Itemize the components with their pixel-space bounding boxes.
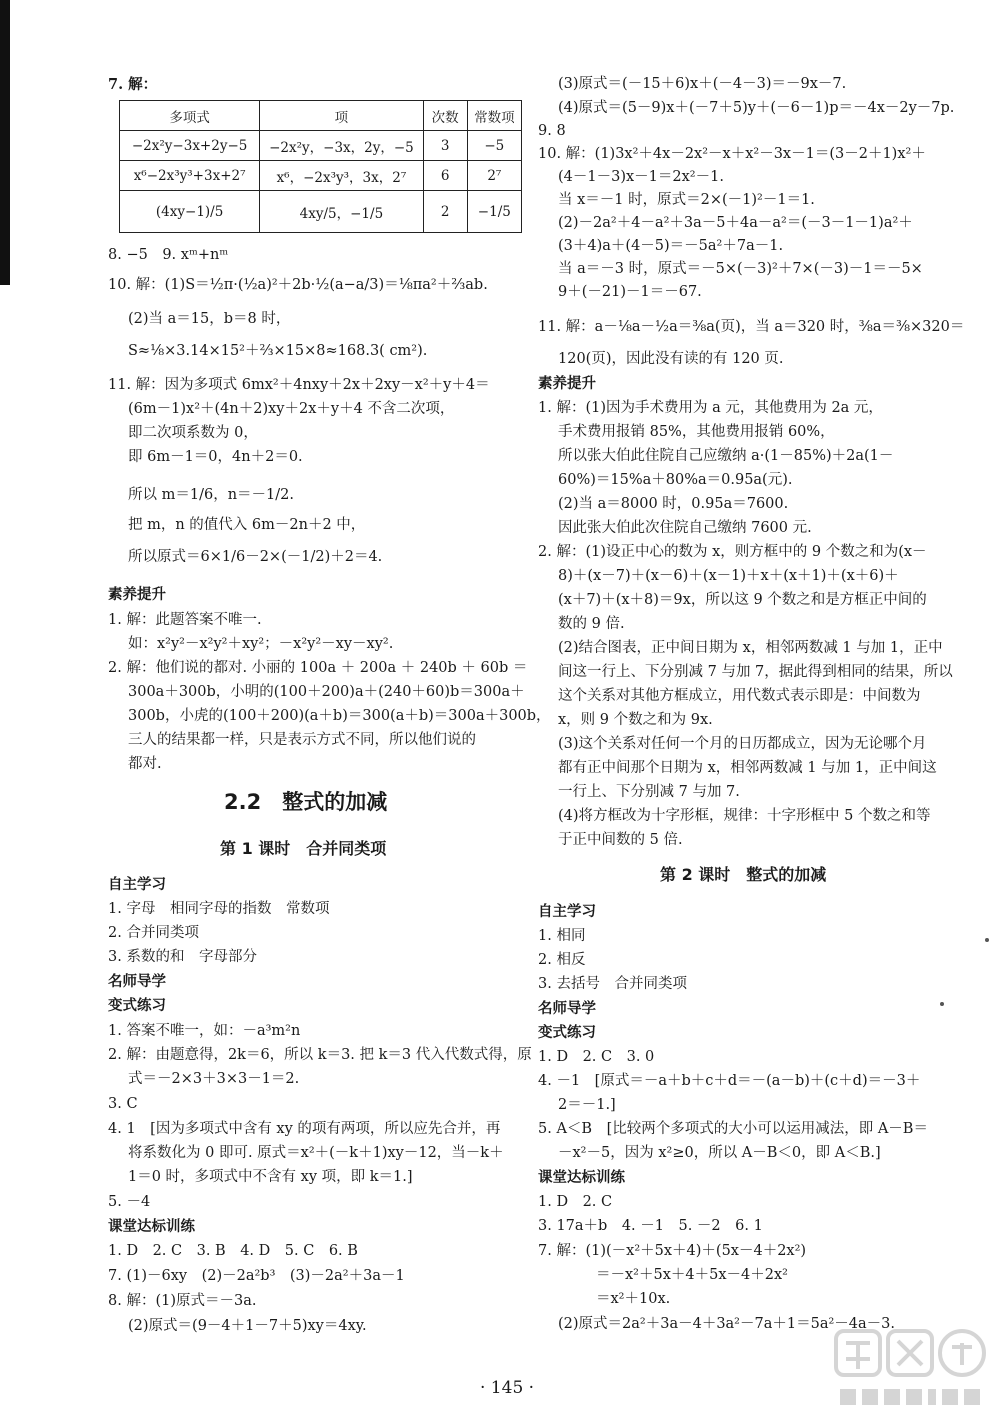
table-cell: 2	[423, 191, 467, 233]
answer-line: 1. 相同	[538, 928, 586, 944]
answer-line: 300a＋300b，小明的(100＋200)a＋(240＋60)b＝300a＋	[128, 684, 525, 700]
answer-line: (2)结合图表，正中间日期为 x，相邻两数减 1 与加 1，正中	[558, 640, 943, 656]
answer-line: 1. 字母 相同字母的指数 常数项	[108, 901, 330, 917]
table-cell: −2x²y−3x+2y−5	[120, 131, 260, 161]
answer-line: 5. －4	[108, 1194, 151, 1210]
answer-line: 式＝－2×3＋3×3－1＝2.	[128, 1071, 300, 1087]
section-heading: 课堂达标训练	[108, 1219, 195, 1235]
answer-line: 11. 解：因为多项式 6mx²＋4nxy＋2x＋2xy－x²＋y＋4＝	[108, 377, 490, 393]
answer-line: 所以 m＝1/6，n＝－1/2.	[128, 487, 294, 503]
answer-line: 7. (1)－6xy (2)－2a²b³ (3)－2a²＋3a－1	[108, 1268, 405, 1284]
answer-line: 1＝0 时，多项式中不含有 xy 项，即 k＝1.]	[128, 1169, 413, 1185]
answer-line: 把 m，n 的值代入 6m－2n＋2 中，	[128, 517, 366, 533]
chapter-title: 2.2 整式的加减	[224, 790, 388, 814]
table-header: 次数	[423, 101, 467, 131]
answer-line: 120(页)，因此没有读的有 120 页.	[558, 351, 784, 367]
answer-line: x，则 9 个数之和为 9x.	[558, 712, 713, 728]
answer-line: 即二次项系数为 0，	[128, 425, 258, 441]
answer-line: 5. A＜B [比较两个多项式的大小可以运用减法，即 A－B＝	[538, 1121, 928, 1137]
answer-line: 60%)＝15%a＋80%a＝0.95a(元).	[558, 472, 793, 488]
answer-line: (2)当 a＝15，b＝8 时，	[128, 311, 291, 327]
answer-line: 2. 解：他们说的都对. 小丽的 100a ＋ 200a ＋ 240b ＋ 60b ＝	[108, 660, 528, 676]
table-header: 项	[260, 101, 423, 131]
answer-line: 这个关系对其他方框成立，用代数式表示即是：中间数为	[558, 688, 921, 704]
answer-line: 9＋(－21)－1＝－67.	[558, 284, 702, 300]
answer-line: 所以张大伯此住院自己应缴纳 a·(1－85%)＋2a(1－	[558, 448, 894, 464]
answer-line: 7. 解：(1)(－x²＋5x＋4)＋(5x－4＋2x²)	[538, 1243, 807, 1259]
table-cell: −1/5	[467, 191, 521, 233]
q7-label: 7. 解：	[108, 76, 158, 93]
polynomial-table	[119, 100, 522, 233]
subsection-heading: 变式练习	[108, 998, 166, 1014]
answer-line: 10. 解：(1)3x²＋4x－2x²－x＋x²－3x－1＝(3－2＋1)x²＋	[538, 146, 926, 162]
answer-line: 都对.	[128, 756, 162, 772]
table-cell: x⁶−2x³y³+3x+2⁷	[120, 161, 260, 191]
table-cell: 2⁷	[467, 161, 521, 191]
answer-line: 当 x＝－1 时，原式＝2×(－1)²－1＝1.	[558, 192, 815, 208]
answer-line: (2)原式＝(9－4＋1－7＋5)xy＝4xy.	[128, 1318, 367, 1334]
table-row	[120, 131, 522, 161]
answer-line: 1. 解：此题答案不唯一.	[108, 612, 262, 628]
answer-line: 4. 1 [因为多项式中含有 xy 的项有两项，所以应先合并，再	[108, 1121, 501, 1137]
table-cell: (4xy−1)/5	[120, 191, 260, 233]
answer-line: (4－1－3)x－1＝2x²－1.	[558, 169, 724, 185]
answer-line: 1. D 2. C	[538, 1194, 613, 1210]
answer-line: 9. 8	[538, 123, 566, 139]
table-cell: x⁶，−2x³y³，3x，2⁷	[260, 161, 423, 191]
answer-line: ＝－x²＋5x＋4＋5x－4＋2x²	[596, 1267, 788, 1283]
answer-line: 所以原式＝6×1/6－2×(－1/2)＋2＝4.	[128, 549, 383, 565]
table-header: 多项式	[120, 101, 260, 131]
answer-line: 当 a＝－3 时，原式＝－5×(－3)²＋7×(－3)－1＝－5×	[558, 261, 923, 277]
section-heading: 名师导学	[108, 974, 166, 990]
answer-line: (4)将方框改为十字形框，规律：十字形框中 5 个数之和等	[558, 808, 931, 824]
lesson-title: 第 1 课时 合并同类项	[220, 839, 387, 858]
answer-line: 300b，小虎的(100＋200)(a＋b)＝300(a＋b)＝300a＋300b，	[128, 708, 551, 724]
answer-line: 3. 去括号 合并同类项	[538, 976, 687, 992]
answer-line: (2)－2a²＋4－a²＋3a－5＋4a－a²＝(－3－1－1)a²＋	[558, 215, 913, 231]
answer-line: 3. 系数的和 字母部分	[108, 949, 257, 965]
answer-line: 11. 解：a－⅛a－½a＝⅜a(页)，当 a＝320 时，⅜a＝⅜×320＝	[538, 319, 965, 335]
answer-line: 手术费用报销 85%，其他费用报销 60%，	[558, 424, 835, 440]
scan-speck	[985, 938, 989, 942]
table-cell: 4xy/5，−1/5	[260, 191, 423, 233]
section-heading: 名师导学	[538, 1001, 596, 1017]
answer-line: 2. 解：(1)设正中心的数为 x，则方框中的 9 个数之和为(x－	[538, 544, 927, 560]
answer-line: 1. D 2. C 3. 0	[538, 1049, 655, 1065]
table-cell: 6	[423, 161, 467, 191]
answer-line: 1. D 2. C 3. B 4. D 5. C 6. B	[108, 1243, 358, 1259]
table-cell: 3	[423, 131, 467, 161]
table-header-row	[120, 101, 522, 131]
table-row	[120, 161, 522, 191]
answer-line: (2)原式＝2a²＋3a－4＋3a²－7a＋1＝5a²－4a－3.	[558, 1316, 895, 1332]
table-cell: −2x²y，−3x，2y，−5	[260, 131, 423, 161]
answer-line: (x＋7)＋(x＋8)＝9x，所以这 9 个数之和是方框正中间的	[558, 592, 927, 608]
answer-line: －x²－5，因为 x²≥0，所以 A－B＜0，即 A＜B.]	[558, 1145, 881, 1161]
answer-line: 都有正中间那个日期为 x，相邻两数减 1 与加 1，正中间这	[558, 760, 937, 776]
answer-line: (3＋4)a＋(4－5)＝－5a²＋7a－1.	[558, 238, 784, 254]
lesson-title: 第 2 课时 整式的加减	[660, 865, 827, 884]
answer-line: (6m－1)x²＋(4n＋2)xy＋2x＋y＋4 不含二次项，	[128, 401, 455, 417]
answer-line: (4)原式＝(5－9)x＋(－7＋5)y＋(－6－1)p＝－4x－2y－7p.	[558, 100, 955, 116]
answer-line: 10. 解：(1)S＝½π·(½a)²＋2b·½(a−a/3)＝⅛πa²＋⅔ab.	[108, 277, 488, 293]
subsection-heading: 变式练习	[538, 1025, 596, 1041]
answer-line: 3. 17a＋b 4. －1 5. －2 6. 1	[538, 1218, 763, 1234]
answer-line: 8. 解：(1)原式＝－3a.	[108, 1293, 257, 1309]
section-heading: 素养提升	[538, 376, 596, 392]
answer-line: 4. －1 [原式＝－a＋b＋c＋d＝－(a－b)＋(c＋d)＝－3＋	[538, 1073, 921, 1089]
table-row	[120, 191, 522, 233]
page-number: · 145 ·	[480, 1378, 535, 1398]
section-heading: 自主学习	[538, 904, 596, 920]
answer-line: 2. 相反	[538, 952, 586, 968]
answer-line: 8. −5 9. xᵐ+nᵐ	[108, 247, 229, 263]
answer-line: 三人的结果都一样，只是表示方式不同，所以他们说的	[128, 732, 476, 748]
answer-line: 数的 9 倍.	[558, 616, 625, 632]
answer-line: 间这一行上、下分别减 7 与加 7，据此得到相同的结果，所以	[558, 664, 953, 680]
scan-speck	[940, 1002, 944, 1006]
answer-line: (2)当 a＝8000 时，0.95a＝7600.	[558, 496, 789, 512]
answer-line: 如：x²y²－x²y²＋xy²；－x²y²－xy－xy².	[128, 636, 394, 652]
answer-line: (3)原式＝(－15＋6)x＋(－4－3)＝－9x－7.	[558, 76, 847, 92]
answer-line: 一行上、下分别减 7 与加 7.	[558, 784, 740, 800]
answer-line: 将系数化为 0 即可. 原式＝x²＋(－k＋1)xy－12，当－k＋	[128, 1145, 504, 1161]
answer-line: 2. 合并同类项	[108, 925, 199, 941]
answer-line: (3)这个关系对任何一个月的日历都成立，因为无论哪个月	[558, 736, 927, 752]
answer-line: 3. C	[108, 1096, 138, 1112]
answer-line: 8)＋(x－7)＋(x－6)＋(x－1)＋x＋(x＋1)＋(x＋6)＋	[558, 568, 899, 584]
binding-edge	[0, 0, 10, 285]
answer-line: 2＝－1.]	[558, 1097, 616, 1113]
section-heading: 自主学习	[108, 877, 166, 893]
table-header: 常数项	[467, 101, 521, 131]
section-heading: 课堂达标训练	[538, 1170, 625, 1186]
answer-line: 2. 解：由题意得，2k＝6，所以 k＝3. 把 k＝3 代入代数式得，原	[108, 1047, 532, 1063]
answer-line: 即 6m－1＝0，4n＋2＝0.	[128, 449, 303, 465]
answer-line: 1. 答案不唯一，如：－a³m²n	[108, 1023, 301, 1039]
section-heading: 素养提升	[108, 587, 166, 603]
answer-line: 1. 解：(1)因为手术费用为 a 元，其他费用为 2a 元，	[538, 400, 883, 416]
answer-line: ＝x²＋10x.	[596, 1291, 671, 1307]
table-cell: −5	[467, 131, 521, 161]
watermark-logo	[830, 1325, 990, 1415]
answer-line: S≈⅛×3.14×15²＋⅔×15×8≈168.3( cm²).	[128, 343, 428, 359]
answer-line: 因此张大伯此次住院自己缴纳 7600 元.	[558, 520, 812, 536]
answer-line: 于正中间数的 5 倍.	[558, 832, 683, 848]
